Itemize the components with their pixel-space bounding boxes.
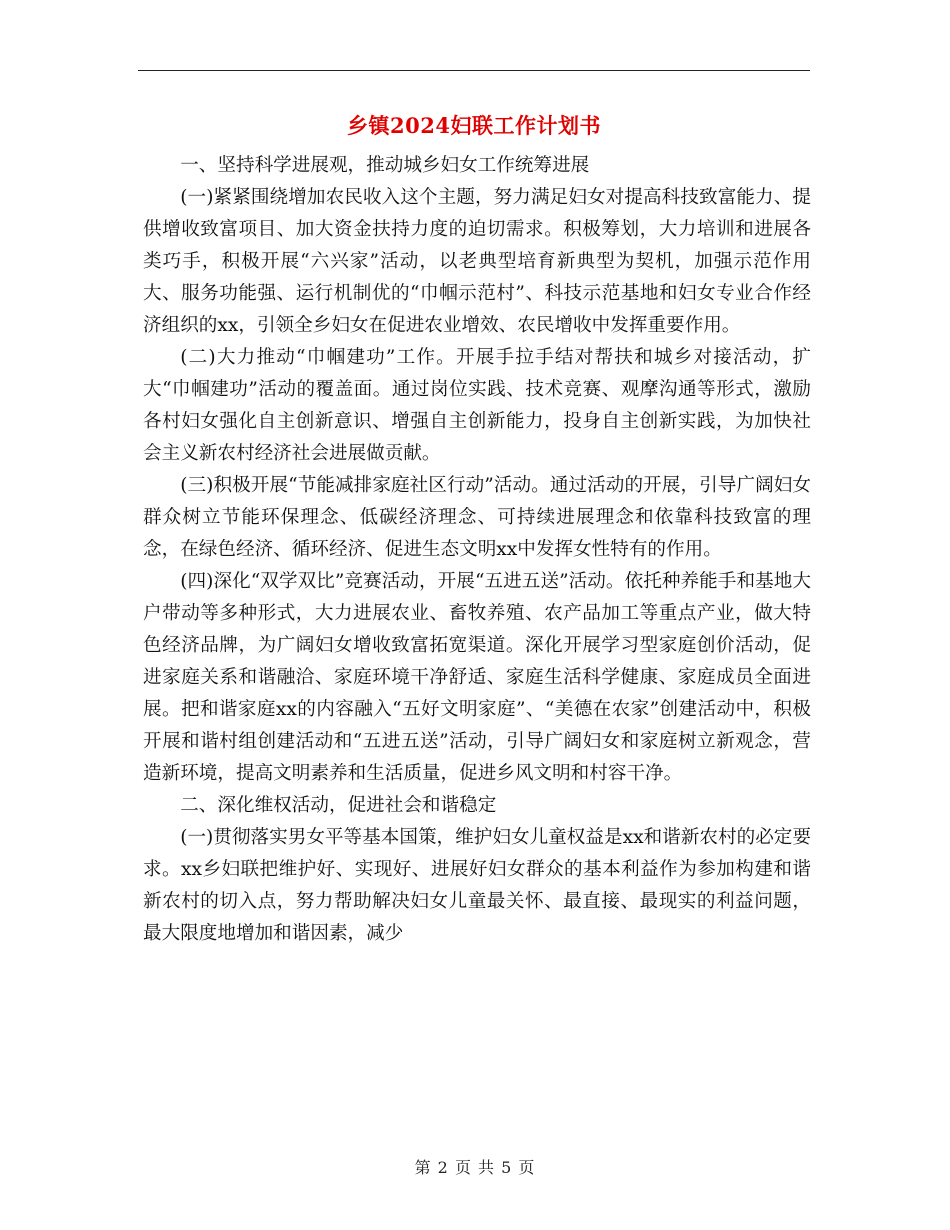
body-paragraph: (一)贯彻落实男女平等基本国策，维护妇女儿童权益是xx和谐新农村的必定要求。xx乡妇联把维护好、实现好、进展好妇女群众的基本利益作为参加构建和谐新农村的切入点，努力帮助解决妇女儿童最关怀、最直接、最现实的利益问题，最大限度地增加和谐因素，减少 <box>143 827 811 944</box>
body-paragraph: (一)紧紧围绕增加农民收入这个主题，努力满足妇女对提高科技致富能力、提供增收致富项目、加大资金扶持力度的迫切需求。积极筹划，大力培训和进展各类巧手，积极开展“六兴家”活动，以老典型培育新典型为契机，加强示范作用大、服务功能强、运行机制优的“巾帼示范村”、科技示范基地和妇女专业合作经济组织的xx，引领全乡妇女在促进农业增效、农民增收中发挥重要作用。 <box>143 187 811 336</box>
page-number: 第 2 页 共 5 页 <box>414 1158 536 1177</box>
body-paragraph: (二)大力推动“巾帼建功”工作。开展手拉手结对帮扶和城乡对接活动，扩大“巾帼建功”活动的覆盖面。通过岗位实践、技术竞赛、观摩沟通等形式，激励各村妇女强化自主创新意识、增强自主创新能力，投身自主创新实践，为加快社会主义新农村经济社会进展做贡献。 <box>143 347 811 464</box>
section-heading-2: 二、深化维权活动，促进社会和谐稳定 <box>180 795 497 816</box>
document-body <box>143 150 811 950</box>
section-heading-1: 一、坚持科学进展观，推动城乡妇女工作统筹进展 <box>180 155 590 176</box>
document-title: 乡镇2024妇联工作计划书 <box>347 113 601 138</box>
body-paragraph: (三)积极开展“节能减排家庭社区行动”活动。通过活动的开展，引导广阔妇女群众树立节能环保理念、低碳经济理念、可持续进展理念和依靠科技致富的理念，在绿色经济、循环经济、促进生态文明xx中发挥女性特有的作用。 <box>143 475 811 560</box>
body-paragraph: (四)深化“双学双比”竞赛活动，开展“五进五送”活动。依托种养能手和基地大户带动等多种形式，大力进展农业、畜牧养殖、农产品加工等重点产业，做大特色经济品牌，为广阔妇女增收致富拓宽渠道。深化开展学习型家庭创价活动，促进家庭关系和谐融洽、家庭环境干净舒适、家庭生活科学健康、家庭成员全面进展。把和谐家庭xx的内容融入“五好文明家庭”、“美德在农家”创建活动中，积极开展和谐村组创建活动和“五进五送”活动，引导广阔妇女和家庭树立新观念，营造新环境，提高文明素养和生活质量，促进乡风文明和村容干净。 <box>143 571 811 784</box>
header-rule <box>138 70 810 71</box>
